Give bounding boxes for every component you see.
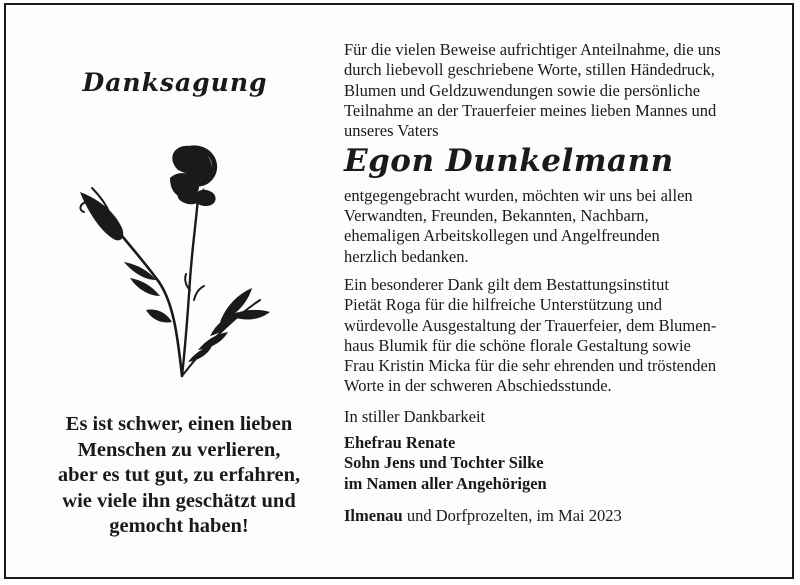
place-date <box>344 506 774 526</box>
heading-title: Danksagung <box>82 68 268 97</box>
flower-icon <box>70 140 280 380</box>
body-line: herzlich bedanken. <box>344 246 469 266</box>
special-thanks-paragraph <box>344 275 774 397</box>
signatories <box>344 433 774 494</box>
signatory: Sohn Jens und Tochter Silke <box>344 453 544 473</box>
body-line: entgegengebracht wurden, möchten wir uns bei allen <box>344 185 693 205</box>
body-line: würdevolle Ausgestaltung der Trauerfeier, dem Blumen- <box>344 315 717 335</box>
quote-line: Menschen zu verlieren, <box>77 438 281 461</box>
body-line: Teilnahme an der Trauerfeier meines lieben Mannes und <box>344 100 717 120</box>
body-line: Pietät Roga für die hilfreiche Unterstützung und <box>344 295 662 315</box>
notice-body <box>344 40 774 526</box>
quote-line: gemocht haben! <box>109 515 249 537</box>
quote-line: aber es tut gut, zu erfahren, <box>57 464 301 486</box>
signature-intro: In stiller Dankbarkeit <box>344 406 486 426</box>
place-rest: und Dorfprozelten, im Mai 2023 <box>402 505 622 525</box>
body-line: Verwandten, Freunden, Bekannten, Nachbarn, <box>344 206 649 226</box>
consolation-quote <box>36 412 322 540</box>
body-line: Frau Kristin Micka für die sehr ehrenden und tröstenden <box>344 356 717 376</box>
body-line: durch liebevoll geschriebene Worte, stillen Händedruck, <box>344 60 715 80</box>
body-line: Ein besonderer Dank gilt dem Bestattungsinstitut <box>344 274 669 294</box>
deceased-name: Egon Dunkelmann <box>344 143 674 180</box>
body-line: unseres Vaters <box>344 121 439 141</box>
body-line: Worte in der schweren Abschiedsstunde. <box>344 376 612 396</box>
place-bold: Ilmenau <box>344 505 403 525</box>
body-line: Blumen und Geldzuwendungen sowie die persönliche <box>344 80 701 100</box>
body-line: ehemaligen Arbeitskollegen und Angelfreunden <box>344 226 660 246</box>
quote-line: wie viele ihn geschätzt und <box>62 489 296 512</box>
intro-paragraph <box>344 40 774 141</box>
signatory: im Namen aller Angehörigen <box>344 473 547 493</box>
thanks-paragraph <box>344 186 774 267</box>
body-line: Für die vielen Beweise aufrichtiger Anteilnahme, die uns <box>344 40 721 59</box>
body-line: haus Blumik für die schöne florale Gestaltung sowie <box>344 335 691 355</box>
quote-line: Es ist schwer, einen lieben <box>65 413 293 435</box>
signatory: Ehefrau Renate <box>344 433 456 453</box>
